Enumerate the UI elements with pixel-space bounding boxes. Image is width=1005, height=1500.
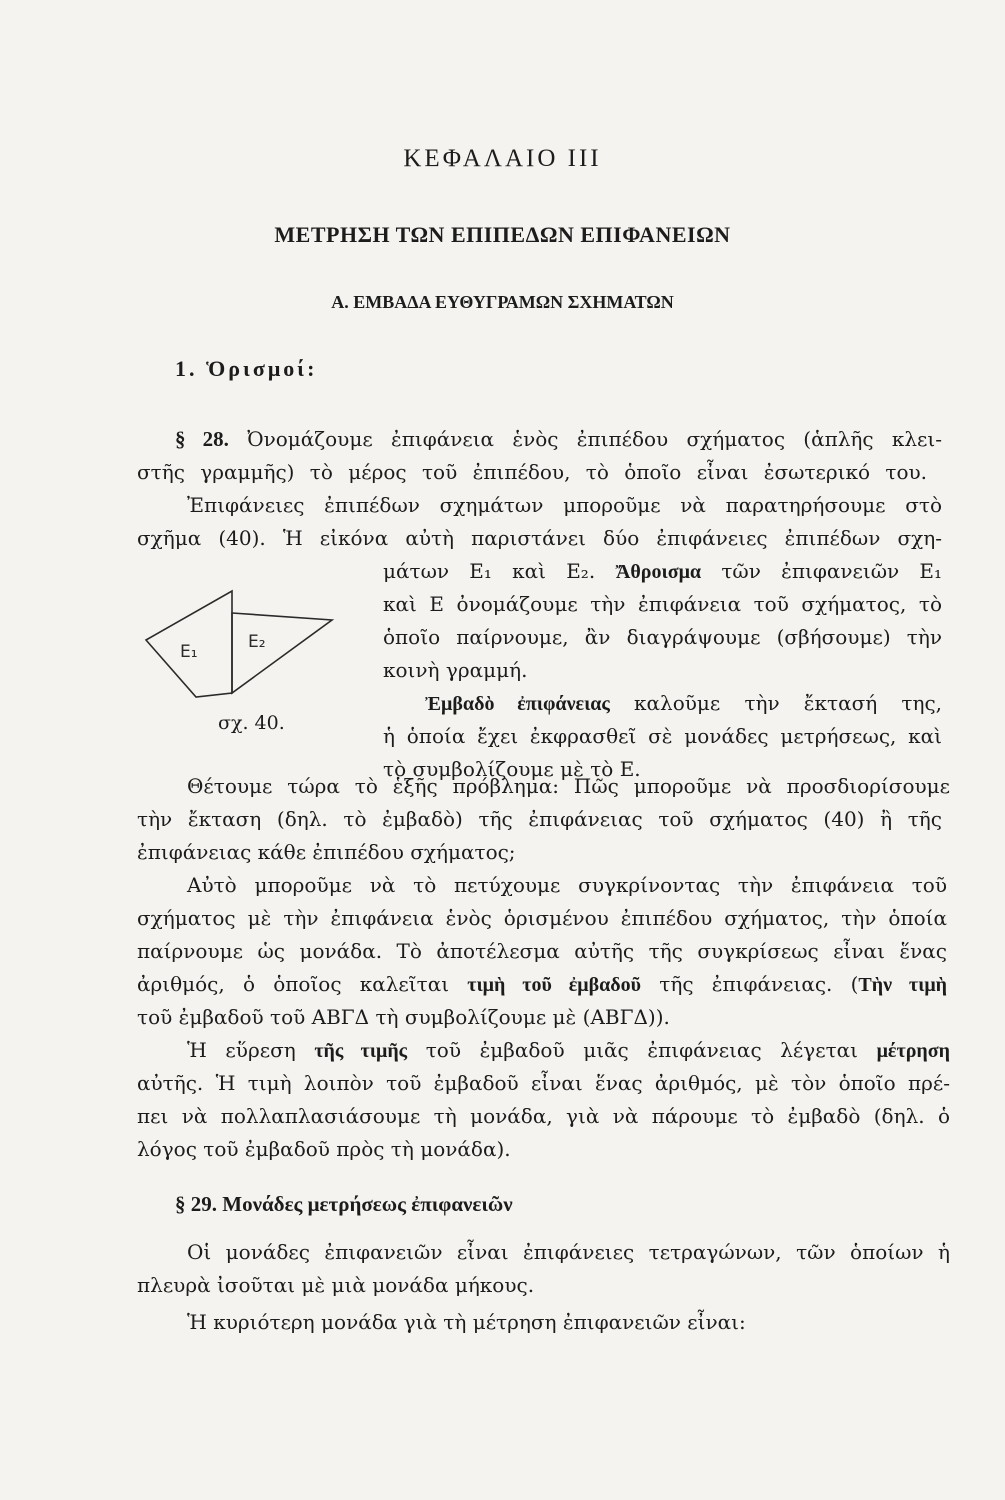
section-29-heading: § 29. Μονάδες μετρήσεως ἐπιφανειῶν <box>175 1192 513 1216</box>
p28-line-10: ἡ ὁποία ἔχει ἐκφρασθεῖ σὲ μονάδες μετρήσεως, καὶ <box>383 724 942 748</box>
section-number: § 28. <box>175 427 229 451</box>
p29-line-2: πλευρὰ ἰσοῦται μὲ μιὰ μονάδα μήκους. <box>137 1273 535 1297</box>
compare-line-5: τοῦ ἐμβαδοῦ τοῦ ΑΒΓΔ τὴ συμβολίζουμε μὲ (ΑΒΓΔ)). <box>137 1005 670 1029</box>
compare-line-3: παίρνουμε ὡς μονάδα. Τὸ ἀποτέλεσμα αὐτῆς τῆς συγκρίσεως εἶναι ἕνας <box>137 939 947 963</box>
compare-line-1: Αὐτὸ μποροῦμε νὰ τὸ πετύχουμε συγκρίνοντας τὴν ἐπιφάνεια τοῦ <box>187 873 947 897</box>
compare-line-2: σχήματος μὲ τὴν ἐπιφάνεια ἑνὸς ὁρισμένου ἐπιπέδου σχήματος, τὴν ὁποία <box>137 906 947 930</box>
term-sum: Ἄθροισμα <box>615 561 702 583</box>
term-area-value: τιμὴ τοῦ ἐμβαδοῦ <box>467 974 642 996</box>
p28-line-5: μάτων Ε₁ καὶ Ε₂. Ἄθροισμα τῶν ἐπιφανειῶν Ε₁ <box>383 559 943 583</box>
term-measurement: μέτρηση <box>876 1040 950 1062</box>
p28-line-9: Ἐμβαδὸ ἐπιφάνειας καλοῦμε τὴν ἔκτασή της, <box>425 691 943 715</box>
p28-line-7: ὁποῖο παίρνουμε, ἂν διαγράψουμε (σβήσουμε) τὴν <box>383 625 942 649</box>
p28-line-2: στῆς γραμμῆς) τὸ μέρος τοῦ ἐπιπέδου, τὸ ὁποῖο εἶναι ἐσωτερικό του. <box>137 460 927 484</box>
p28-line-3: Ἐπιφάνειες ἐπιπέδων σχημάτων μποροῦμε νὰ παρατηρήσουμε στὸ <box>187 493 942 517</box>
section-a-title: Α. ΕΜΒΑΔΑ ΕΥΘΥΓΡΑΜΩΝ ΣΧΗΜΑΤΩΝ <box>331 292 674 312</box>
chapter-title: ΚΕΦΑΛΑΙΟ III <box>403 145 602 172</box>
p28-line-11: τὸ συμβολίζουμε μὲ τὸ Ε. <box>383 757 641 781</box>
page-title: ΜΕΤΡΗΣΗ ΤΩΝ ΕΠΙΠΕΔΩΝ ΕΠΙΦΑΝΕΙΩΝ <box>274 222 731 247</box>
p29-line-1: Οἱ μονάδες ἐπιφανειῶν εἶναι ἐπιφάνειες τετραγώνων, τῶν ὁποίων ἡ <box>187 1240 950 1264</box>
measure-line-3: πει νὰ πολλαπλασιάσουμε τὴ μονάδα, γιὰ νὰ πάρουμε τὸ ἐμβαδὸ (δηλ. ὁ <box>137 1104 950 1128</box>
p28-line-8: κοινὴ γραμμή. <box>383 658 528 682</box>
term-value: τῆς τιμῆς <box>314 1040 408 1062</box>
term-area: Ἐμβαδὸ ἐπιφάνειας <box>425 693 610 715</box>
figure-caption: σχ. 40. <box>218 712 285 734</box>
label-e1: E₁ <box>180 642 198 662</box>
p28-line-1: § 28. Ὀνομάζουμε ἐπιφάνεια ἑνὸς ἐπιπέδου σχήματος (ἁπλῆς κλει- <box>175 427 943 451</box>
measure-line-2: αὐτῆς. Ἡ τιμὴ λοιπὸν τοῦ ἐμβαδοῦ εἶναι ἕνας ἀριθμός, μὲ τὸν ὁποῖο πρέ- <box>137 1071 950 1095</box>
problem-line-2: τὴν ἔκταση (δηλ. τὸ ἐμβαδὸ) τῆς ἐπιφάνειας τοῦ σχήματος (40) ἢ τῆς <box>137 807 942 831</box>
measure-line-4: λόγος τοῦ ἐμβαδοῦ πρὸς τὴ μονάδα). <box>137 1137 511 1161</box>
p29-line-3: Ἡ κυριότερη μονάδα γιὰ τὴ μέτρηση ἐπιφανειῶν εἶναι: <box>187 1310 746 1334</box>
problem-line-1: Θέτουμε τώρα τὸ ἑξῆς πρόβλημα: Πῶς μποροῦμε νὰ προσδιορίσουμε <box>187 774 950 798</box>
measure-line-1: Ἡ εὕρεση τῆς τιμῆς τοῦ ἐμβαδοῦ μιᾶς ἐπιφάνειας λέγεται μέτρηση <box>187 1038 950 1062</box>
compare-line-4: ἀριθμός, ὁ ὁποῖος καλεῖται τιμὴ τοῦ ἐμβαδοῦ τῆς ἐπιφάνειας. (Τὴν τιμὴ <box>137 972 948 996</box>
figure-40 <box>140 585 340 710</box>
p28-line-4: σχῆμα (40). Ἡ εἰκόνα αὐτὴ παριστάνει δύο ἐπιφάνειες ἐπιπέδων σχη- <box>137 526 942 550</box>
p28-line-6: καὶ Ε ὀνομάζουμε τὴν ἐπιφάνεια τοῦ σχήματος, τὸ <box>383 592 942 616</box>
label-e2: E₂ <box>248 632 266 652</box>
shape-e2 <box>232 613 332 693</box>
problem-line-3: ἐπιφάνειας κάθε ἐπιπέδου σχήματος; <box>137 840 516 864</box>
definitions-heading: 1. Ὁρισμοί: <box>175 356 318 381</box>
